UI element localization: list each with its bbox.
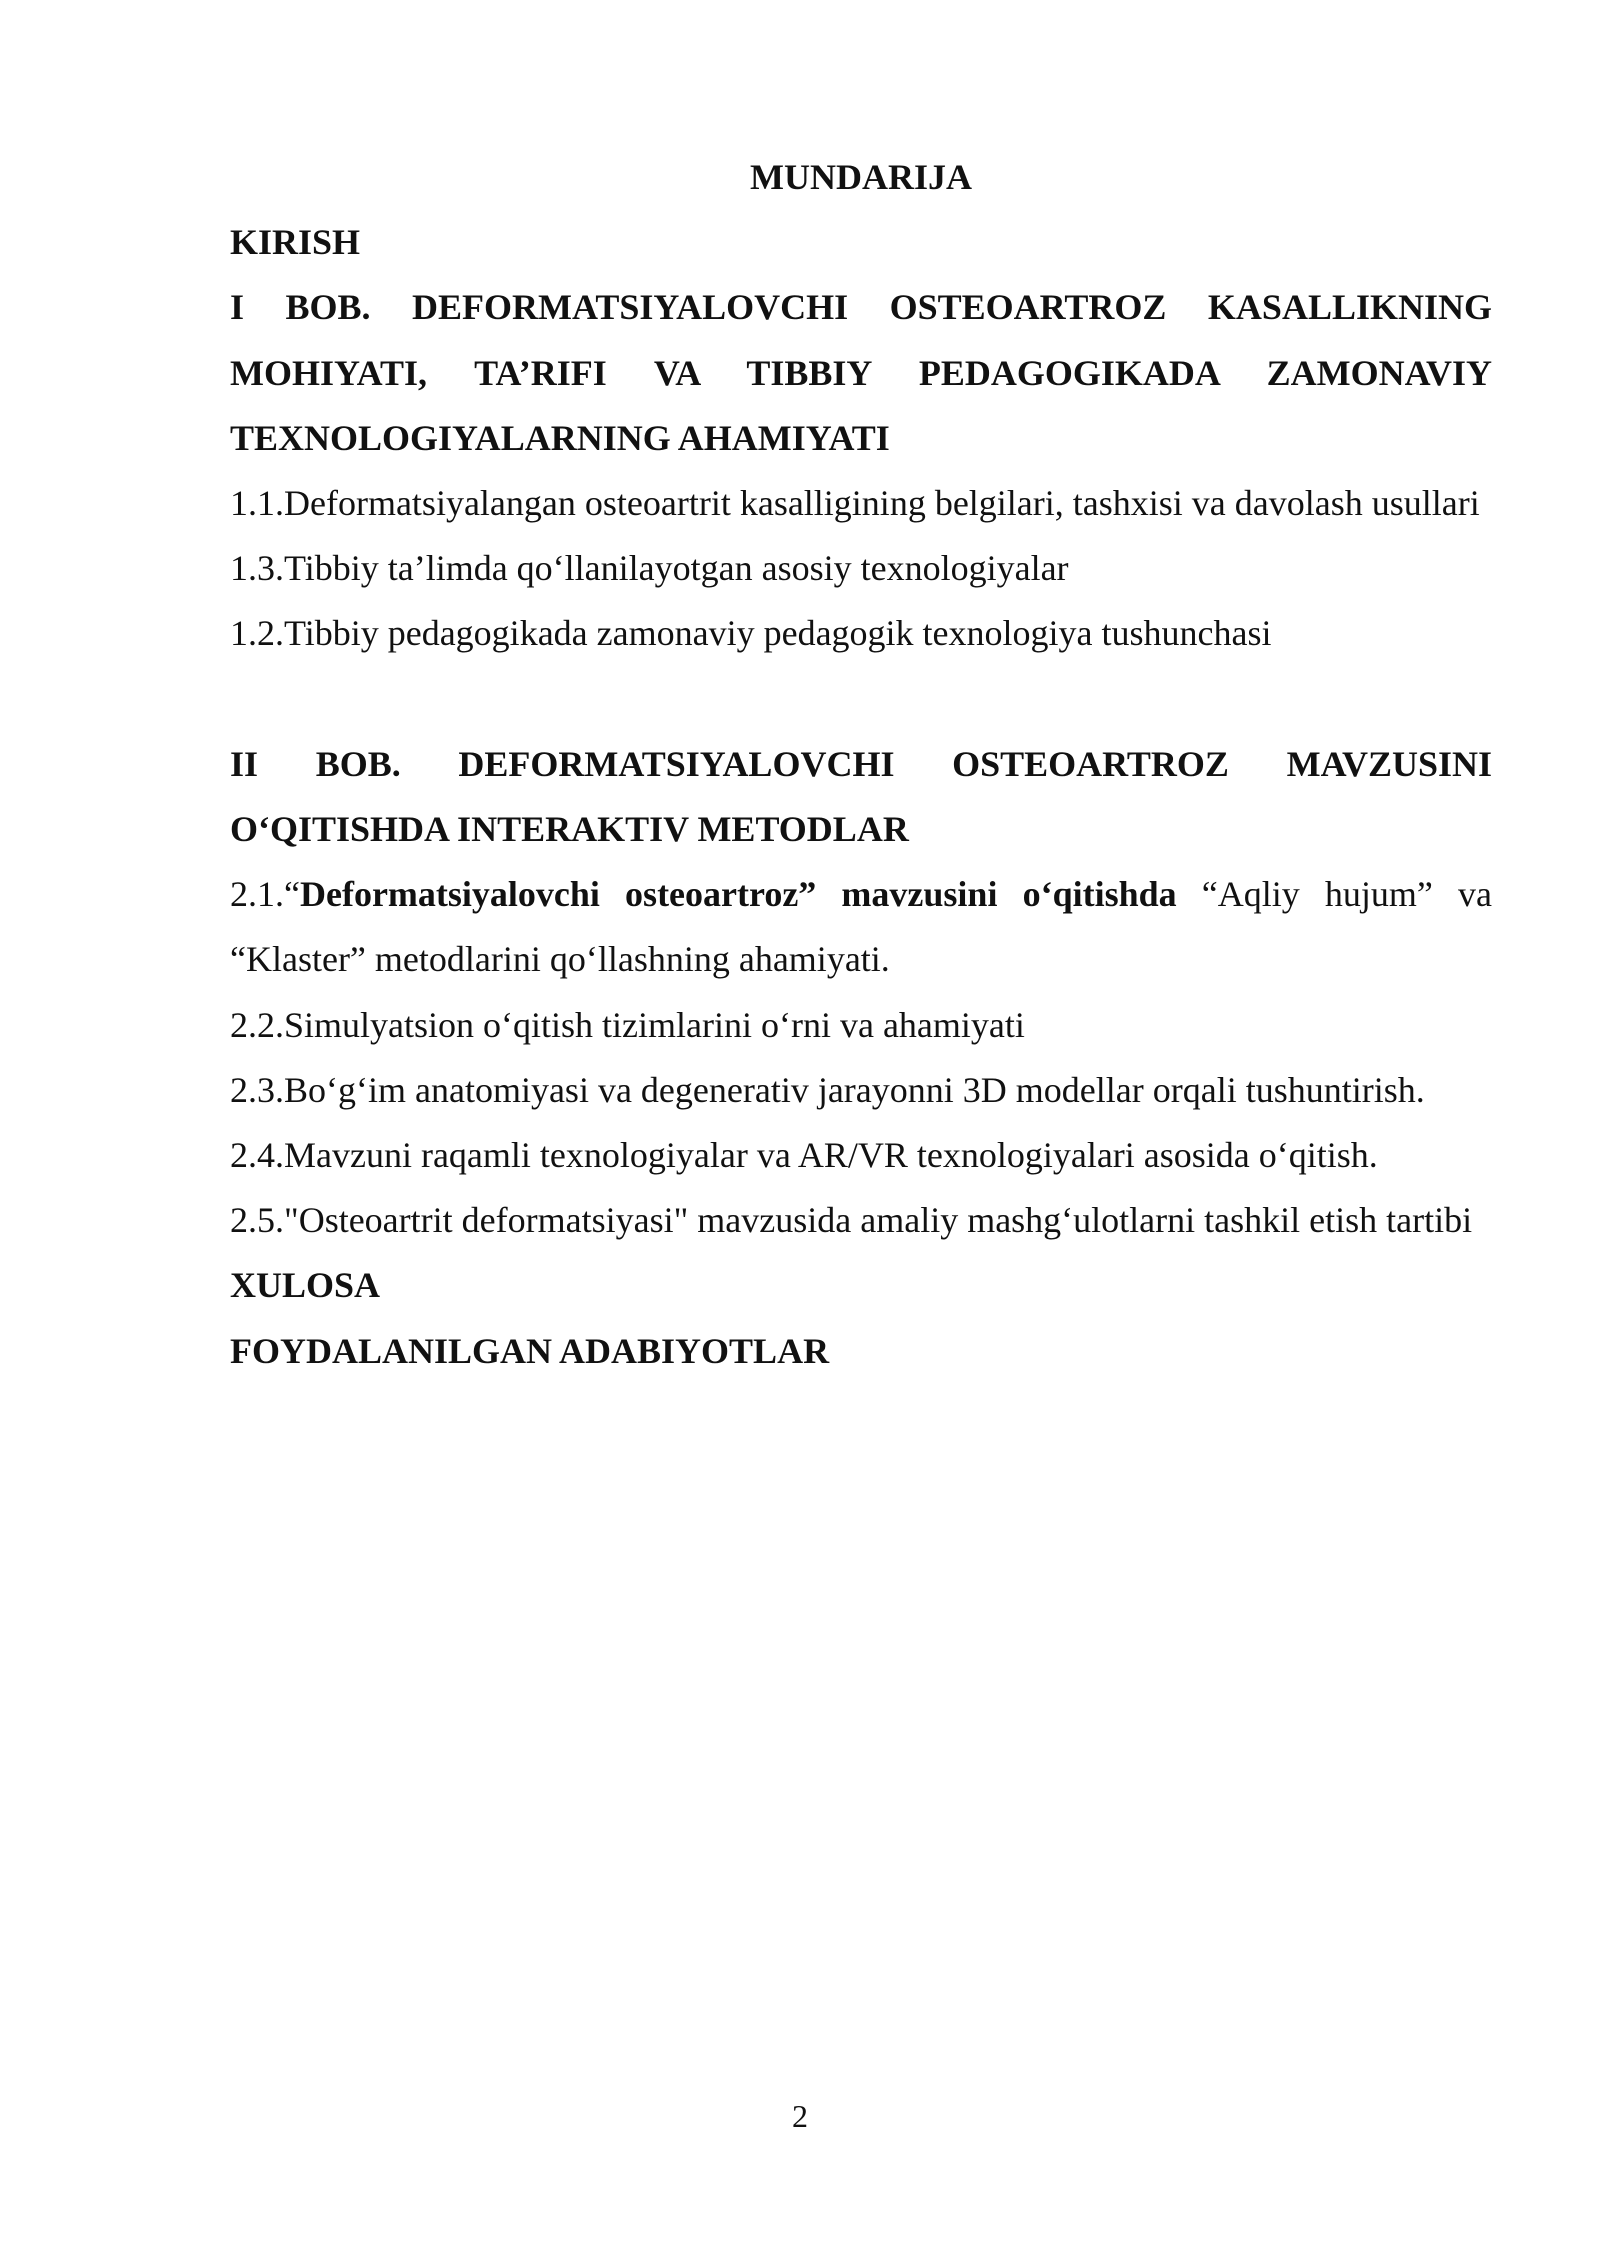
page-number: 2 xyxy=(792,2098,808,2134)
toc-entry-2-2: 2.2.Simulyatsion o‘qitish tizimlarini o‘rni va ahamiyati xyxy=(230,1004,1025,1045)
toc-entry-2-1 xyxy=(230,862,1492,992)
toc-entry-2-1-bold: Deformatsiyalovchi osteoartroz” mavzusini o‘qitishda xyxy=(299,874,1177,915)
toc-entry-2-1-suffix: “Aqliy hujum” va “Klaster” metodlarini qo‘llashning ahamiyati. xyxy=(230,874,1492,980)
toc-entry-2-1-prefix: 2.1.“ xyxy=(230,874,300,915)
toc-entry-kirish: KIRISH xyxy=(230,222,361,263)
chapter-2-heading: II BOB. DEFORMATSIYALOVCHI OSTEOARTROZ MAVZUSINI O‘QITISHDA INTERAKTIV METODLAR xyxy=(230,743,1492,849)
spacer xyxy=(230,667,1492,732)
toc-entry-xulosa: XULOSA xyxy=(230,1265,381,1306)
toc-entry-2-4: 2.4.Mavzuni raqamli texnologiyalar va AR/VR texnologiyalari asosida o‘qitish. xyxy=(230,1135,1378,1176)
chapter-1-heading: I BOB. DEFORMATSIYALOVCHI OSTEOARTROZ KASALLIKNING MOHIYATI, TA’RIFI VA TIBBIY PEDAGOGIKADA ZAMONAVIY TEXNOLOGIYALARNING AHAMIYATI xyxy=(230,287,1492,458)
toc-entry-1-2: 1.2.Tibbiy pedagogikada zamonaviy pedagogik texnologiya tushunchasi xyxy=(230,613,1272,654)
toc-entry-2-5: 2.5."Osteoartrit deformatsiyasi" mavzusida amaliy mashg‘ulotlarni tashkil etish tartibi xyxy=(230,1200,1473,1241)
toc-entry-1-1: 1.1.Deformatsiyalangan osteoartrit kasalligining belgilari, tashxisi va davolash usullari xyxy=(230,483,1480,523)
toc-entry-references: FOYDALANILGAN ADABIYOTLAR xyxy=(230,1330,830,1371)
toc-title: MUNDARIJA xyxy=(750,157,972,197)
table-of-contents xyxy=(230,145,1492,1384)
toc-entry-1-3: 1.3.Tibbiy ta’limda qo‘llanilayotgan asosiy texnologiyalar xyxy=(230,548,1069,589)
toc-entry-2-3: 2.3.Bo‘g‘im anatomiyasi va degenerativ jarayonni 3D modellar orqali tushuntirish. xyxy=(230,1069,1425,1110)
